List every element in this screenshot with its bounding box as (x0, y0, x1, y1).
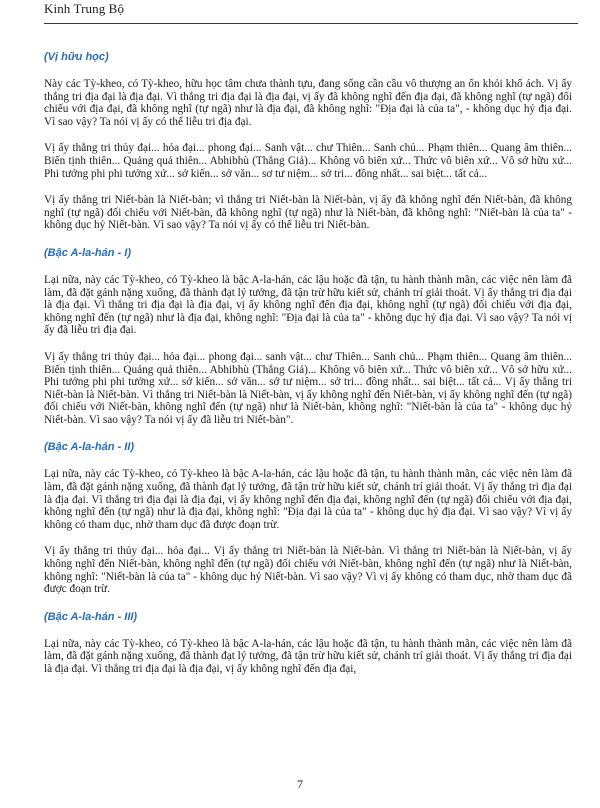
paragraph: Lại nữa, này các Tỳ-kheo, có Tỳ-kheo là bậc A-la-hán, các lậu hoặc đã tận, tu hành thành mãn, các việc nên làm đã làm, đã đặt gánh nặng xuống, đã thành đạt lý tưởng, đã tận trừ hữu kiết sử, chánh trí giải thoát. Vị ấy thắng tri địa đại là địa đại. Vì thắng tri địa đại là địa đại, vị ấy không nghĩ đến địa đại, không nghĩ đến (tự ngã) đối chiếu với địa đại, không nghĩ đến (tự ngã) như là địa đại, không nghĩ: "Địa đại là của ta" - không dục hỷ địa đại. Vì sao vậy? Vì vị ấy không có tham dục, nhờ tham dục đã được đoạn trừ. (44, 468, 572, 531)
paragraph: Lại nữa, này các Tỳ-kheo, có Tỳ-kheo là bậc A-la-hán, các lậu hoặc đã tận, tu hành thành mãn, các việc nên làm đã làm, đã đặt gánh nặng xuống, đã thành đạt lý tưởng, đã tận trừ hữu kiết sử, chánh trí giải thoát. Vị ấy thắng tri địa đại là địa đại. Vì thắng tri địa đại là địa đại, vị ấy không nghĩ đến địa đại, (44, 637, 572, 675)
paragraph: Vị ấy thắng tri thủy đại... hỏa đại... phong đại... Sanh vật... chư Thiên... Sanh chủ... Phạm thiên... Quang âm thiên... Biến tịnh thiên... Quảng quả thiên... Abhibhù (Thắng Giả)... Không vô biên xứ... Thức vô biên xứ... Vô sở hữu xứ... Phi tưởng phi phi tưởng xứ... sở kiến... sở văn... sơ tư niệm... sở tri... đồng nhất... sai biệt... tất cả... (44, 142, 572, 180)
paragraph: Vị ấy thắng tri Niết-bàn là Niết-bàn; vì thắng tri Niết-bàn là Niết-bàn, vị ấy đã không nghĩ đến Niết-bàn, đã không nghĩ (tự ngã) đối chiếu với Niết-bàn, đã không nghĩ (tự ngã) như là Niết-bàn, đã không nghĩ: "Niết-bàn là của ta" - không dục hỷ Niết-bàn. Vì sao vậy? Ta nói vị ấy có thể liễu tri Niết-bàn. (44, 194, 572, 232)
paragraph: Vị ấy thắng tri thủy đại... hỏa đại... phong đại... sanh vật... chư Thiên... Sanh chủ... Phạm thiên... Quang âm thiên... Biến tịnh thiên... Quảng quả thiên... Abhibhù (Thắng Giả)... Không vô biên xứ... Thức vô biên xứ... Vô sở hữu xứ... Phi tưởng phi phi tưởng xứ... sở kiến... sở văn... sở tư niệm... sở tri... đồng nhất... sai biệt... tất cả... Vị ấy thắng tri Niết-bàn là Niết-bàn. Vì thắng tri Niết-bàn là Niết-bàn, vị ấy không nghĩ đến Niết-bàn, vị ấy không nghĩ đến (tự ngã) đối chiếu với Niết-bàn, không nghĩ đến (tự ngã) như là Niết-bàn, không nghĩ: "Niết-bàn là của ta" - không dục hỷ Niết-bàn. Vì sao vậy? Ta nói vị ấy đã liễu tri Niết-bàn". (44, 350, 572, 426)
section-heading: (Bậc A-la-hán - I) (44, 246, 131, 259)
paragraph: Vị ấy thắng tri thủy đại... hỏa đại... Vị ấy thắng tri Niết-bàn là Niết-bàn. Vì thắng tri Niết-bàn là Niết-bàn, vị ấy không nghĩ đến Niết-bàn, không nghĩ đến (tự ngã) đối chiếu với Niết-bàn, không nghĩ đến (tự ngã) như là Niết-bàn, không nghĩ: "Niết-bàn là của ta" - không dục hỷ Niết-bàn. Vì sao vậy? Vì vị ấy không có tham dục, nhờ tham dục đã được đoạn trừ. (44, 545, 572, 596)
section-heading: (Vị hữu học) (44, 51, 109, 63)
section-heading: (Bậc A-la-hán - II) (44, 441, 135, 454)
header-rule (44, 23, 578, 24)
page-content (44, 50, 572, 690)
page-number: 7 (297, 777, 303, 791)
section-heading: (Bậc A-la-hán - III) (44, 610, 138, 623)
paragraph: Lại nữa, này các Tỳ-kheo, có Tỳ-kheo là bậc A-la-hán, các lậu hoặc đã tận, tu hành thành mãn, các việc nên làm đã làm, đã đặt gánh nặng xuống, đã thành đạt lý tưởng, đã tận trừ hữu kiết sử, chánh trí giải thoát. Vị ấy thắng tri địa đại là địa đại. Vì thắng tri địa đại là địa đại, vị ấy không nghĩ đến địa đại, không nghĩ (tự ngã) đối chiếu với địa đại, không nghĩ đến (tự ngã) như là địa đại, không nghĩ: "Địa đại là của ta" - không dục hỷ địa đại. Vì sao vậy? Ta nói vị ấy đã liễu tri địa đại. (44, 273, 572, 337)
running-header: Kinh Trung Bộ (44, 1, 125, 16)
paragraph: Này các Tỳ-kheo, có Tỳ-kheo, hữu học tâm chưa thành tựu, đang sống cần cầu vô thượng an ổn khỏi khổ ách. Vị ấy thắng tri địa đại là địa đại. Vì thắng tri địa đại là địa đại, vị ấy đã không nghĩ đến địa đại, đã không nghĩ (tự ngã) đối chiếu với địa đại, đã không nghĩ (tự ngã) như là địa đại, đã không nghĩ: "Địa đại là của ta", - không dục hỷ địa đại. Vì sao vậy? Ta nói vị ấy có thể liễu tri địa đại. (44, 78, 572, 128)
